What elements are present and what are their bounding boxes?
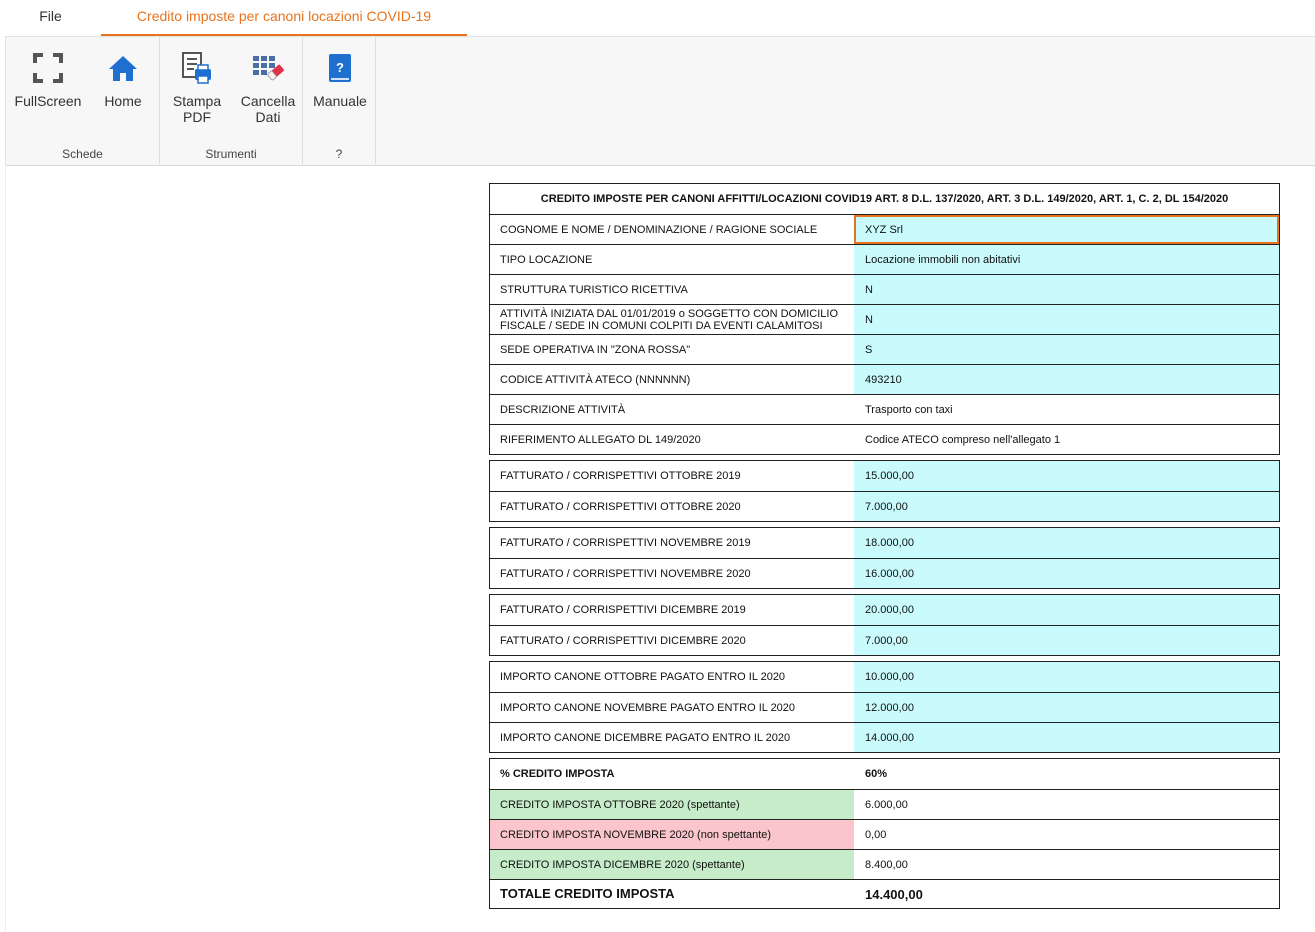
tipo-locazione-select[interactable]: Locazione immobili non abitativi bbox=[854, 245, 1279, 274]
field-label: ATTIVITÀ INIZIATA DAL 01/01/2019 o SOGGETTO CON DOMICILIO FISCALE / SEDE IN COMUNI COLPITI DA EVENTI CALAMITOSI bbox=[500, 307, 839, 332]
table-row bbox=[490, 364, 1279, 394]
home-label: Home bbox=[104, 93, 142, 109]
fatturato-dicembre-2019-input[interactable]: 20.000,00 bbox=[854, 595, 1279, 625]
fatturato-novembre-2019-input[interactable]: 18.000,00 bbox=[854, 528, 1279, 558]
credito-novembre-value: 0,00 bbox=[865, 828, 887, 841]
field-label: IMPORTO CANONE NOVEMBRE PAGATO ENTRO IL 2020 bbox=[500, 701, 796, 714]
table-row bbox=[490, 334, 1279, 364]
group-label-schede: Schede bbox=[62, 147, 103, 161]
table-row bbox=[490, 879, 1279, 908]
stampa-pdf-button[interactable] bbox=[165, 47, 229, 125]
codice-ateco-input[interactable]: 493210 bbox=[854, 365, 1279, 394]
fullscreen-button[interactable] bbox=[12, 47, 84, 109]
percentuale-credito-value: 60% bbox=[865, 768, 888, 780]
cancella-dati-label: Cancella Dati bbox=[240, 93, 296, 125]
tab-file[interactable]: File bbox=[39, 8, 62, 24]
fullscreen-label: FullScreen bbox=[14, 93, 82, 109]
field-label: FATTURATO / CORRISPETTIVI OTTOBRE 2019 bbox=[500, 470, 741, 482]
field-label: FATTURATO / CORRISPETTIVI NOVEMBRE 2019 bbox=[500, 537, 751, 549]
field-label: COGNOME E NOME / DENOMINAZIONE / RAGIONE SOCIALE bbox=[500, 223, 818, 236]
field-label: FATTURATO / CORRISPETTIVI NOVEMBRE 2020 bbox=[500, 567, 751, 580]
field-label: % CREDITO IMPOSTA bbox=[500, 768, 615, 780]
canone-dicembre-input[interactable]: 14.000,00 bbox=[854, 723, 1279, 752]
fatturato-novembre-2020-input[interactable]: 16.000,00 bbox=[854, 559, 1279, 588]
descrizione-attivita-value: Trasporto con taxi bbox=[865, 403, 953, 416]
table-row bbox=[490, 304, 1279, 334]
fullscreen-icon bbox=[33, 53, 63, 83]
fatturato-dicembre-2020-input[interactable]: 7.000,00 bbox=[854, 626, 1279, 655]
field-label: FATTURATO / CORRISPETTIVI DICEMBRE 2020 bbox=[500, 634, 746, 647]
manuale-label: Manuale bbox=[313, 93, 367, 109]
table-row bbox=[490, 491, 1279, 521]
ribbon-group-strumenti bbox=[160, 37, 303, 166]
home-icon bbox=[108, 54, 138, 82]
denominazione-input[interactable]: XYZ Srl bbox=[854, 215, 1279, 244]
field-label: STRUTTURA TURISTICO RICETTIVA bbox=[500, 283, 688, 296]
table-row bbox=[490, 461, 1279, 491]
group-label-strumenti: Strumenti bbox=[205, 147, 257, 161]
field-label: TIPO LOCAZIONE bbox=[500, 253, 593, 266]
table-row bbox=[490, 244, 1279, 274]
manual-icon bbox=[326, 52, 354, 84]
field-label: RIFERIMENTO ALLEGATO DL 149/2020 bbox=[500, 433, 701, 446]
form-block-risultati bbox=[489, 758, 1280, 909]
table-row bbox=[490, 528, 1279, 558]
table-row bbox=[490, 662, 1279, 692]
clear-data-icon bbox=[251, 53, 285, 83]
cancella-dati-button[interactable] bbox=[235, 47, 301, 125]
ribbon-group-help bbox=[303, 37, 376, 166]
table-row bbox=[490, 274, 1279, 304]
form-block-dicembre bbox=[489, 594, 1280, 656]
field-label: SEDE OPERATIVA IN "ZONA ROSSA" bbox=[500, 343, 691, 356]
table-row bbox=[490, 625, 1279, 655]
field-label: CREDITO IMPOSTA NOVEMBRE 2020 (non spettante) bbox=[490, 820, 854, 849]
field-label: FATTURATO / CORRISPETTIVI OTTOBRE 2020 bbox=[500, 500, 741, 513]
field-label: CODICE ATTIVITÀ ATECO (NNNNNN) bbox=[500, 373, 691, 386]
fatturato-ottobre-2020-input[interactable]: 7.000,00 bbox=[854, 492, 1279, 521]
credito-dicembre-value: 8.400,00 bbox=[865, 858, 908, 871]
table-row bbox=[490, 722, 1279, 752]
table-row bbox=[490, 214, 1279, 244]
field-label: CREDITO IMPOSTA DICEMBRE 2020 (spettante) bbox=[490, 850, 854, 879]
ribbon-toolbar bbox=[5, 36, 1315, 166]
print-pdf-icon bbox=[180, 51, 214, 85]
fatturato-ottobre-2019-input[interactable]: 15.000,00 bbox=[854, 461, 1279, 491]
table-row bbox=[490, 759, 1279, 789]
attivita-iniziata-input[interactable]: N bbox=[854, 305, 1279, 334]
field-label: FATTURATO / CORRISPETTIVI DICEMBRE 2019 bbox=[500, 604, 746, 616]
table-row bbox=[490, 424, 1279, 454]
table-row bbox=[490, 819, 1279, 849]
tab-credito-imposte[interactable]: Credito imposte per canoni locazioni COVID-19 bbox=[101, 0, 467, 36]
ribbon-group-schede bbox=[6, 37, 160, 166]
table-row bbox=[490, 692, 1279, 722]
riferimento-allegato-value: Codice ATECO compreso nell'allegato 1 bbox=[865, 433, 1061, 446]
group-label-help: ? bbox=[335, 147, 343, 161]
field-label: DESCRIZIONE ATTIVITÀ bbox=[500, 403, 626, 416]
table-row bbox=[490, 789, 1279, 819]
struttura-ricettiva-input[interactable]: N bbox=[854, 275, 1279, 304]
form-block-ottobre bbox=[489, 460, 1280, 522]
form-title: CREDITO IMPOSTE PER CANONI AFFITTI/LOCAZIONI COVID19 ART. 8 D.L. 137/2020, ART. 3 D.L. 149/2020, ART. 1, C. 2, DL 154/2020 bbox=[540, 193, 1229, 205]
field-label: IMPORTO CANONE OTTOBRE PAGATO ENTRO IL 2020 bbox=[500, 671, 786, 683]
zona-rossa-input[interactable]: S bbox=[854, 335, 1279, 364]
form-block-novembre bbox=[489, 527, 1280, 589]
svg-text:?: ? bbox=[336, 60, 344, 75]
tab-bar bbox=[0, 0, 1315, 36]
totale-credito-value: 14.400,00 bbox=[865, 886, 923, 902]
table-row bbox=[490, 394, 1279, 424]
table-row bbox=[490, 558, 1279, 588]
home-button[interactable] bbox=[92, 47, 154, 109]
field-label: CREDITO IMPOSTA OTTOBRE 2020 (spettante) bbox=[490, 790, 854, 819]
field-label: IMPORTO CANONE DICEMBRE PAGATO ENTRO IL 2020 bbox=[500, 731, 791, 744]
form-block-anagrafica bbox=[489, 183, 1280, 455]
canone-novembre-input[interactable]: 12.000,00 bbox=[854, 693, 1279, 722]
field-label: TOTALE CREDITO IMPOSTA bbox=[500, 886, 675, 901]
stampa-pdf-label: Stampa PDF bbox=[172, 93, 222, 125]
table-row bbox=[490, 849, 1279, 879]
table-row bbox=[490, 595, 1279, 625]
manuale-button[interactable] bbox=[307, 47, 373, 109]
credito-ottobre-value: 6.000,00 bbox=[865, 798, 908, 811]
canone-ottobre-input[interactable]: 10.000,00 bbox=[854, 662, 1279, 692]
form-block-canoni bbox=[489, 661, 1280, 753]
